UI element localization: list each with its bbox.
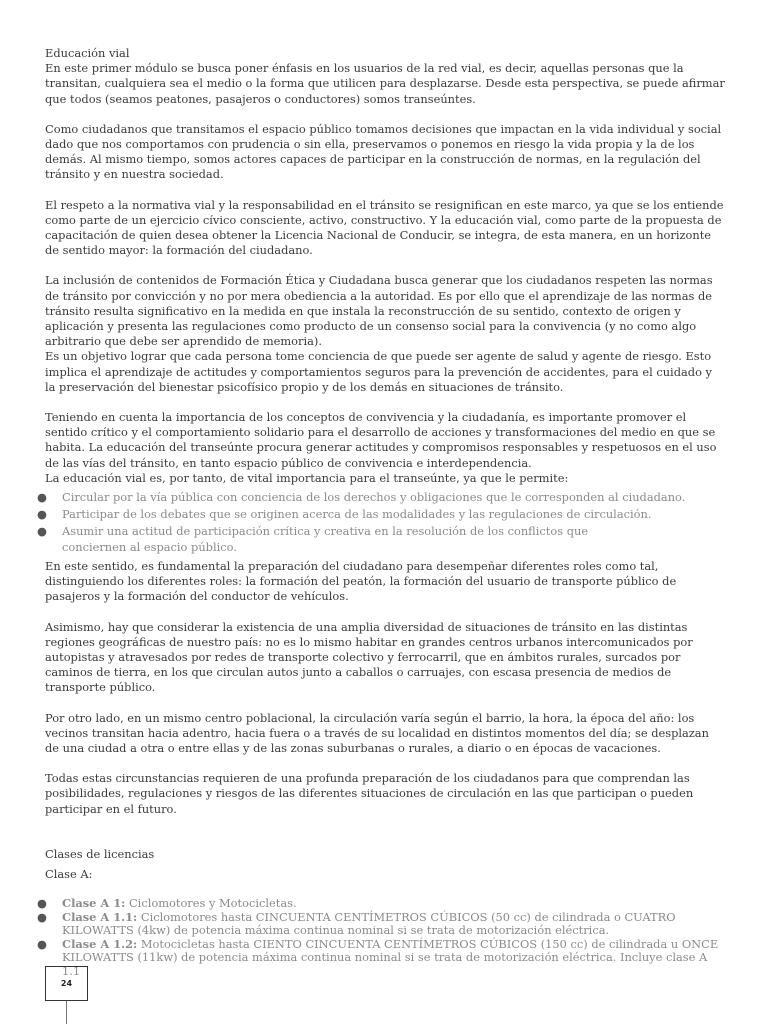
list-item: ● Clase A 1.2: Motocicletas hasta CIENTO CINCUENTA CENTÍMETROS CÚBICOS (150 cc) de cilindrada u ONCE KILOWATTS (11kw) de potencia máxima continua nominal si se trata de motorización eléctrica. Incluye clase A 1.1 [37,936,719,978]
license-label: Clase A 1.2: [62,936,138,951]
license-label: Clase A 1.1: [62,909,138,924]
page-number-box [45,966,88,1001]
licenses-title: Clases de licencias [45,846,155,861]
paragraph: La educación vial es, por tanto, de vital importancia para el transeúnte, ya que le permite: [45,470,569,485]
list-item: ● Asumir una actitud de participación crítica y creativa en la resolución de los conflictos que conciernen al espacio público. [37,524,589,554]
license-class-label: Clase A: [45,866,93,881]
list-item: ● Clase A 1: Ciclomotores y Motocicletas. [37,896,297,911]
paragraph: Como ciudadanos que transitamos el espacio público tomamos decisiones que impactan en la vida individual y social dado que nos comportamos con prudencia o sin ella, preservamos o ponemos en riesgo la vida propia y la de los demás. Al mismo tiempo, somos actores capaces de participar en la construcción de normas, en la regulación del tránsito y en nuestra sociedad. [45,121,722,182]
bullet-icon: ● [37,524,47,539]
license-list [37,896,725,978]
bullet-icon: ● [37,936,47,951]
list-item: ● Clase A 1.1: Ciclomotores hasta CINCUENTA CENTÍMETROS CÚBICOS (50 cc) de cilindrada o CUATRO KILOWATTS (4kw) de potencia máxima continua nominal si se trata de motorización eléctrica. [37,909,676,938]
bullet-icon: ● [37,896,47,911]
bullet-icon: ● [37,507,47,522]
document-body [37,46,725,978]
paragraph: Es un objetivo lograr que cada persona tome conciencia de que puede ser agente de salud y agente de riesgo. Esto implica el aprendizaje de actitudes y comportamientos seguros para la prevención de accidentes, para el cuidado y la preservación del bienestar psicofísico propio y de los demás en situaciones de tránsito. [45,349,712,394]
paragraph: La inclusión de contenidos de Formación Ética y Ciudadana busca generar que los ciudadanos respeten las normas de tránsito por convicción y no por mera obediencia a la autoridad. Es por ello que el aprendizaje de las normas de tránsito resulta significativo en la medida en que instala la reconstrucción de su sentido, contexto de origen y aplicación y presenta las regulaciones como producto de un consenso social para la convivencia (y no como algo arbitrario que debe ser aprendido de memoria). [45,273,713,349]
bullet-list [37,490,725,555]
paragraph: En este primer módulo se busca poner énfasis en los usuarios de la red vial, es decir, aquellas personas que la transitan, cualquiera sea el medio o la forma que utilicen para desplazarse. Desde esta perspectiva, se puede afirmar que todos (seamos peatones, pasajeros o conductores) somos transeúntes. [45,61,725,106]
list-item: ● Participar de los debates que se originen acerca de las modalidades y las regulaciones de circulación. [37,507,652,522]
page-number-line [66,1001,67,1024]
paragraph: Asimismo, hay que considerar la existencia de una amplia diversidad de situaciones de tránsito en las distintas regiones geográficas de nuestro país: no es lo mismo habitar en grandes centros urbanos intercomunicados por autopistas y atravesados por redes de transporte colectivo y ferrocarril, que en ámbitos rurales, surcados por caminos de tierra, en los que circulan autos junto a caballos o carruajes, con escasa presencia de medios de transporte público. [45,619,693,695]
section-heading: Educación vial [45,46,130,60]
bullet-icon: ● [37,490,47,505]
paragraph: Por otro lado, en un mismo centro poblacional, la circulación varía según el barrio, la hora, la época del año: los vecinos transitan hacia adentro, hacia fuera o a través de su localidad en distintos momentos del día; se desplazan de una ciudad a otra o entre ellas y de las zonas suburbanas o rurales, a diario o en épocas de vacaciones. [45,710,709,755]
paragraph: Teniendo en cuenta la importancia de los conceptos de convivencia y la ciudadanía, es importante promover el sentido crítico y el comportamiento solidario para el desarrollo de acciones y transformaciones del medio en que se habita. La educación del transeúnte procura generar actitudes y compromisos responsables y respetuosos en el uso de las vías del tránsito, en tanto espacio público de convivencia e interdependencia. [45,410,717,470]
list-item: ● Circular por la vía pública con conciencia de los derechos y obligaciones que le corresponden al ciudadano. [37,490,686,505]
page-number: 24 [60,979,73,988]
bullet-icon: ● [37,909,47,924]
paragraph: Todas estas circunstancias requieren de una profunda preparación de los ciudadanos para que comprendan las posibilidades, regulaciones y riesgos de las diferentes situaciones de circulación en las que participan o pueden participar en el futuro. [45,771,694,816]
paragraph: El respeto a la normativa vial y la responsabilidad en el tránsito se resignifican en este marco, ya que se los entiende como parte de un ejercicio cívico consciente, activo, constructivo. Y la educación vial, como parte de la propuesta de capacitación de quien desea obtener la Licencia Nacional de Conducir, se integra, de esta manera, en un horizonte de sentido mayor: la formación del ciudadano. [45,197,724,258]
license-label: Clase A 1: [62,896,126,911]
paragraph: En este sentido, es fundamental la preparación del ciudadano para desempeñar diferentes roles como tal, distinguiendo los diferentes roles: la formación del peatón, la formación del usuario de transporte público de pasajeros y la formación del conductor de vehículos. [45,558,677,604]
